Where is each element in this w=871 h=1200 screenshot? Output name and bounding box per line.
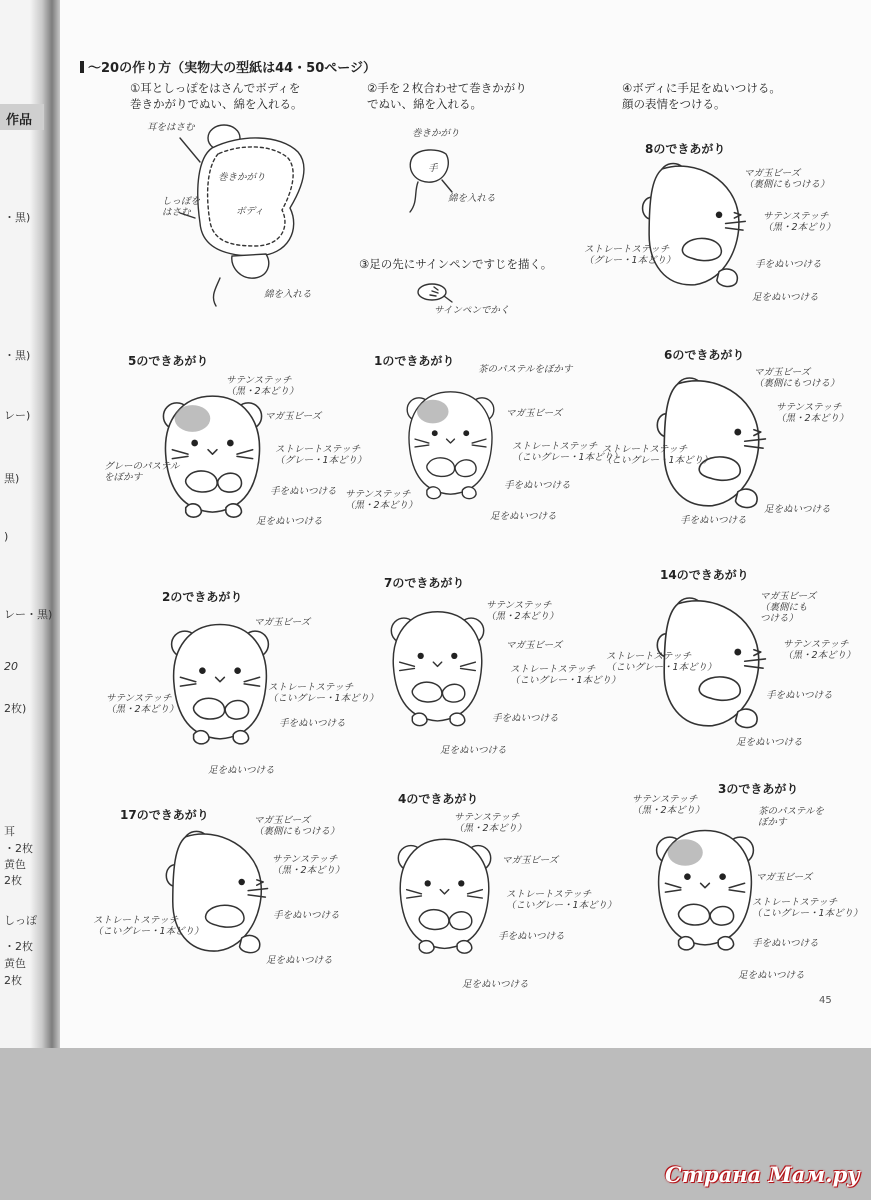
callout-label: 足をぬいつける [256,516,323,527]
callout-label [268,682,379,704]
callout-label: 手をぬいつける [680,515,747,526]
eye-bead [227,440,234,447]
pastel-shading [417,400,449,424]
callout-text: （グレー・1本どり） [584,255,676,266]
foot-shape [736,489,758,507]
diagram-label: ボディ [236,206,264,217]
callout-label [275,444,367,466]
completion-title: 8のできあがり [645,142,726,156]
callout-text: サテンステッチ [454,812,520,823]
callout-label [754,367,840,389]
callout-text: サテンステッチ [106,693,172,704]
callout-label: マガ玉ビーズ [502,855,559,866]
callout-text: マガ玉ビーズ [760,591,817,602]
callout-text: （黒・2本どり） [272,865,345,876]
callout-label: マガ玉ビーズ [506,640,563,651]
diagram-label: 手 [428,163,438,174]
body-shape [198,138,304,256]
completion-title: 2のできあがり [162,590,243,604]
step-1-line: 巻きかがりでぬい、綿を入れる。 [130,97,303,111]
hand-shape [218,473,242,492]
callout-text: （グレー・1本どり） [275,455,367,466]
callout-text: （黒・2本どり） [486,611,559,622]
callout-text: マガ玉ビーズ [754,367,811,378]
callout-text: つける） [760,613,799,624]
callout-label [510,664,621,686]
callout-label [226,375,299,397]
hand-shape [682,238,721,260]
callout-label [486,600,559,622]
page-heading [80,57,376,76]
step-1-line: ①耳としっぽをはさんでボディを [130,81,301,95]
tail-shape [232,254,269,278]
left-fragment: 20 [4,660,18,673]
callout-text: グレーのパステル [104,461,180,472]
hamster-figure [650,816,760,966]
left-fragment: ・2枚 [4,842,33,855]
step-4-line: ④ボディに手足をぬいつける。 [622,81,781,95]
body-sewing-diagram [140,118,330,318]
callout-text: （黒・2本どり） [454,823,527,834]
callout-text: （こいグレー・1本どり） [510,675,621,686]
thread-line [213,278,220,306]
eye-bead [418,653,424,659]
diagram-label: 耳をはさむ [147,122,195,133]
eye-bead [451,653,457,659]
hand-shape [699,677,740,700]
callout-label [602,444,713,466]
left-fragment: 黄色 [4,858,26,871]
callout-text: サテンステッチ [272,854,338,865]
hamster-figure [163,826,273,966]
eye-bead [458,880,464,886]
eye-bead [238,879,244,885]
left-fragment: 黒) [4,472,20,485]
callout-label: 手をぬいつける [498,931,565,942]
eye-bead [234,667,241,674]
hand-shape [419,910,449,930]
callout-text: ストレートステッチ [606,651,692,662]
callout-label [104,461,179,483]
callout-text: （こいグレー・1本どり） [752,908,863,919]
completion-title: 1のできあがり [374,354,455,368]
eye-bead [719,873,726,880]
callout-text: ストレートステッチ [752,897,838,908]
callout-text: サテンステッチ [632,794,698,805]
hand-shape [455,460,476,477]
callout-text: （黒・2本どり） [763,222,836,233]
foot-shape [717,269,738,286]
diagram-label-line: はさむ [162,207,191,218]
callout-text: ストレートステッチ [602,444,688,455]
callout-text: （こいグレー・1本どり） [602,455,713,466]
callout-label [752,897,863,919]
foot-shape [736,709,758,727]
callout-label: 足をぬいつける [440,745,507,756]
callout-text: サテンステッチ [763,211,829,222]
hand-shape [206,905,244,927]
leader-line [444,296,452,302]
left-page-edge [0,0,53,1048]
foot-shape [679,937,694,950]
callout-label: マガ玉ビーズ [756,872,813,883]
page-heading-text: 〜20の作り方（実物大の型紙は44・50ページ） [88,61,377,76]
callout-label: 足をぬいつける [490,511,557,522]
callout-label [272,854,345,876]
callout-text: をぼかす [104,472,143,483]
foot-shape [462,487,476,499]
callout-label [632,794,705,816]
leader-line [442,180,452,192]
callout-label [758,806,824,828]
callout-label: マガ玉ビーズ [506,408,563,419]
callout-text: （黒・2本どり） [226,386,299,397]
callout-text: 茶のパステルを [758,806,824,817]
diagram-label-line: しっぽを [162,196,201,207]
callout-text: （こいグレー・1本どり） [606,662,717,673]
callout-label: 足をぬいつける [752,292,819,303]
callout-label: 足をぬいつける [462,979,529,990]
callout-label [760,591,816,624]
callout-label: 足をぬいつける [738,970,805,981]
left-fragment: レー・黒) [4,608,53,621]
eye-bead [463,430,469,436]
hand-shape [412,682,442,702]
section-tab-label: 作品 [6,113,33,128]
callout-text: ストレートステッチ [93,915,179,926]
step-3-line: ③足の先にサインペンですじを描く。 [359,257,553,271]
hand-shape [710,906,733,925]
pastel-shading [175,405,211,432]
foot-shape [194,731,209,744]
completion-title: 17のできあがり [120,808,209,822]
completion-title: 4のできあがり [398,792,479,806]
callout-label [776,402,849,424]
foot-shape [418,284,446,300]
callout-label: 手をぬいつける [492,713,559,724]
diagram-label: 巻きかがり [218,172,266,183]
callout-text: マガ玉ビーズ [254,815,311,826]
callout-label [783,639,856,661]
callout-label [106,693,179,715]
hand-shape [194,698,225,719]
foot-shape [457,941,472,954]
foot-shape [427,487,441,499]
callout-label: 足をぬいつける [266,955,333,966]
eye-bead [199,667,206,674]
callout-text: ぼかす [758,817,787,828]
eye-bead [684,873,691,880]
left-fragment: ) [4,530,9,543]
eye-bead [734,649,741,656]
callout-text: ストレートステッチ [584,244,670,255]
step-2 [367,80,527,112]
foot-shape [226,504,242,517]
eye-bead [425,880,431,886]
callout-text: サテンステッチ [345,489,411,500]
left-fragment: 黄色 [4,957,26,970]
foot-shape [240,935,260,952]
diagram-label: サインペンでかく [434,305,510,316]
callout-text: （こいグレー・1本どり） [512,452,623,463]
left-fragment: 耳 [4,825,15,838]
step-4 [622,80,781,112]
hand-shape [427,458,455,477]
callout-label: 手をぬいつける [752,938,819,949]
callout-label [345,489,418,511]
step-4-line: 顔の表情をつける。 [622,97,726,111]
left-fragment: 2枚) [4,702,27,715]
foot-shape [718,937,733,950]
callout-label: マガ玉ビーズ [254,617,311,628]
eye-bead [191,440,198,447]
callout-text: （黒・2本どり） [776,413,849,424]
callout-text: （裏側にもつける） [754,378,840,389]
callout-text: （こいグレー・1本どり） [93,926,204,937]
callout-label [93,915,204,937]
callout-label: 茶のパステルをぼかす [478,364,573,375]
hand-shape [679,904,710,925]
callout-text: （黒・2本どり） [632,805,705,816]
section-tab [0,104,44,130]
thread-line [410,182,418,212]
callout-text: マガ玉ビーズ [744,168,801,179]
eye-bead [716,212,723,219]
callout-label: 足をぬいつける [736,737,803,748]
hand-shape [449,912,471,930]
left-fragment: ・黒) [4,349,31,362]
callout-label: マガ玉ビーズ [265,411,322,422]
hand-shape [186,471,218,492]
eye-bead [432,430,438,436]
foot-diagram [412,278,472,308]
callout-text: サテンステッチ [226,375,292,386]
pastel-shading [668,839,703,865]
hand-sewing-diagram [398,140,508,225]
callout-text: （黒・2本どり） [783,650,856,661]
callout-label [506,889,617,911]
callout-label: 手をぬいつける [273,910,340,921]
site-watermark: Страна Мам.ру [665,1162,860,1187]
hamster-figure [640,158,750,300]
diagram-label: 綿を入れる [264,289,312,300]
callout-label [254,815,340,837]
left-fragment: ・黒) [4,211,31,224]
page-number: 45 [819,995,832,1006]
callout-label: 手をぬいつける [766,690,833,701]
left-fragment: レー) [4,409,31,422]
step-3 [359,256,552,272]
callout-label: 手をぬいつける [279,718,346,729]
callout-text: （黒・2本どり） [106,704,179,715]
step-2-line: ②手を２枚合わせて巻きかがり [367,81,527,95]
callout-label: 手をぬいつける [504,480,571,491]
completion-title: 5のできあがり [128,354,209,368]
callout-label [744,168,830,190]
callout-text: （裏側にもつける） [254,826,340,837]
foot-shape [186,504,202,517]
callout-text: ストレートステッチ [506,889,592,900]
leader-line [180,138,200,162]
completion-title: 7のできあがり [384,576,465,590]
callout-text: サテンステッチ [783,639,849,650]
left-fragment: ・2枚 [4,940,33,953]
callout-text: サテンステッチ [776,402,842,413]
callout-text: ストレートステッチ [510,664,596,675]
callout-text: サテンステッチ [486,600,552,611]
callout-label: 足をぬいつける [208,765,275,776]
left-fragment: 2枚 [4,874,22,887]
callout-label: 手をぬいつける [270,486,337,497]
hamster-figure [165,605,275,765]
hand-shape [442,684,464,702]
hand-shape [225,700,248,719]
callout-text: （こいグレー・1本どり） [506,900,617,911]
hamster-figure [392,827,497,967]
foot-shape [233,731,248,744]
callout-label [763,211,836,233]
callout-text: （裏側にも [760,602,808,613]
callout-text: （裏側にもつける） [744,179,830,190]
callout-label [606,651,717,673]
foot-shape [419,941,434,954]
foot-shape [412,713,427,726]
callout-text: （黒・2本どり） [345,500,418,511]
step-1 [130,80,303,112]
hamster-figure [155,385,270,530]
callout-text: ストレートステッチ [275,444,361,455]
completion-title: 6のできあがり [664,348,745,362]
eye-bead [734,429,741,436]
completion-title: 14のできあがり [660,568,749,582]
body-shape [649,166,739,285]
step-2-line: でぬい、綿を入れる。 [367,97,482,111]
foot-shape [450,713,465,726]
callout-text: ストレートステッチ [268,682,354,693]
diagram-label: 綿を入れる [448,193,496,204]
diagram-label [162,196,200,218]
hamster-figure [385,597,490,742]
left-fragment: 2枚 [4,974,22,987]
callout-text: ストレートステッチ [512,441,598,452]
callout-label [454,812,527,834]
heading-marker [80,61,84,73]
diagram-label: 巻きかがり [412,128,460,139]
completion-title: 3のできあがり [718,782,799,796]
callout-label: 手をぬいつける [755,259,822,270]
callout-label [584,244,676,266]
callout-label: 足をぬいつける [764,504,831,515]
left-fragment: しっぽ [4,914,37,927]
callout-text: （こいグレー・1本どり） [268,693,379,704]
